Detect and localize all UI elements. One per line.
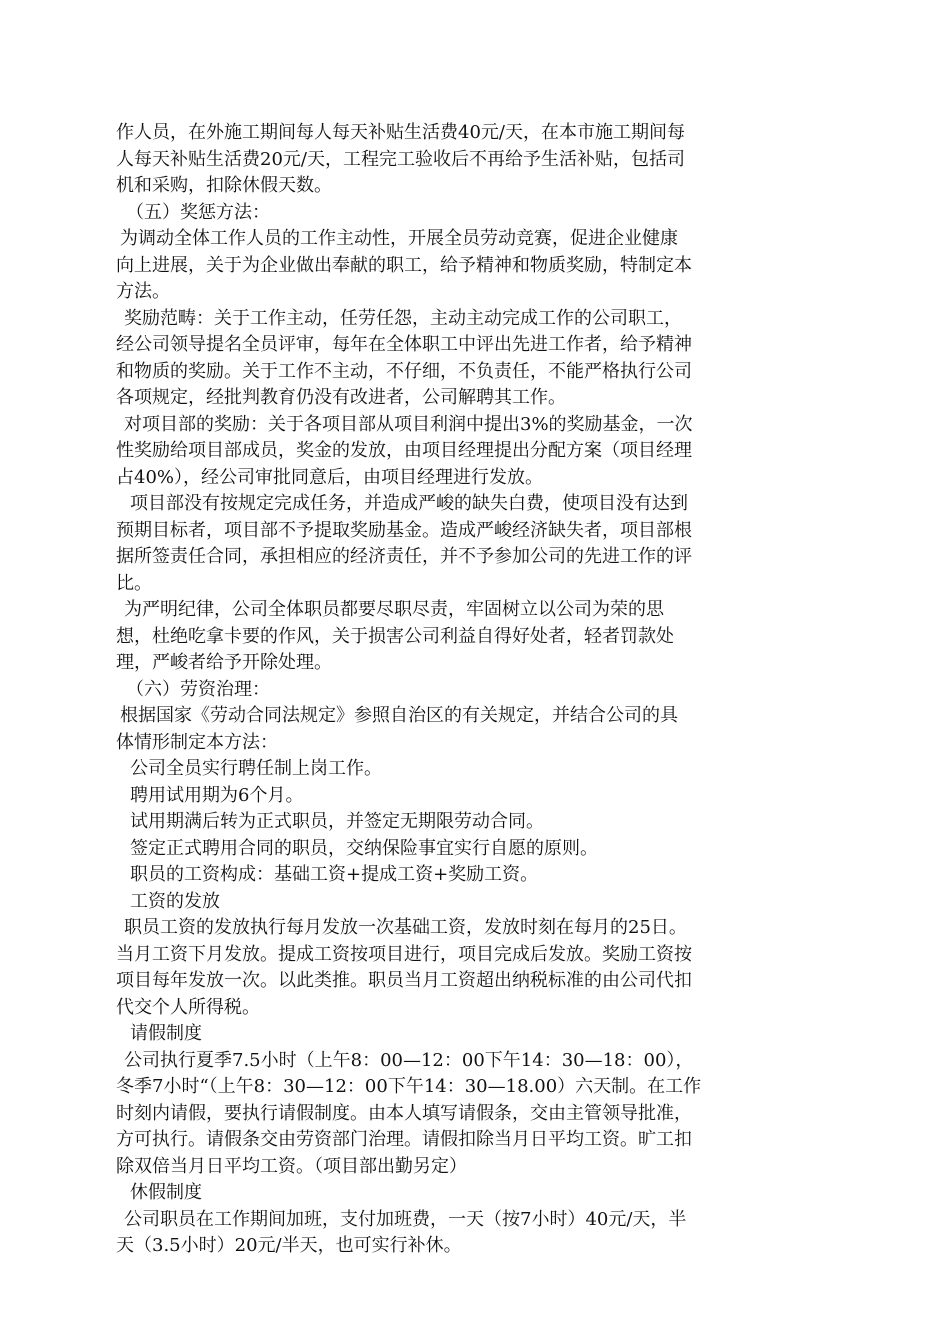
text-line: 奖励范畴：关于工作主动，任劳任怨，主动主动完成工作的公司职工， [124,307,682,329]
text-line: 项目每年发放一次。以此类推。职员当月工资超出纳税标准的由公司代扣 [116,970,692,991]
subsection-heading: 请假制度 [130,1023,202,1044]
text-line: 理，严峻者给予开除处理。 [116,652,332,673]
section-heading: （六）劳资治理： [126,678,270,700]
list-item: 签定正式聘用合同的职员，交纳保险事宜实行自愿的原则。 [130,837,598,859]
text-line: 各项规定，经批判教育仍没有改进者，公司解聘其工作。 [116,387,566,408]
list-item: 职员的工资构成：基础工资+提成工资+奖励工资。 [130,864,539,885]
text-line: 为严明纪律，公司全体职员都要尽职尽责，牢固树立以公司为荣的思 [124,599,664,620]
document-body [116,120,836,1260]
text-line: 当月工资下月发放。提成工资按项目进行，项目完成后发放。奖励工资按 [116,943,692,965]
text-line: 职员工资的发放执行每月发放一次基础工资，发放时刻在每月的25日。 [124,917,687,938]
text-line: 想，杜绝吃拿卡要的作风，关于损害公司利益自得好处者，轻者罚款处 [116,625,674,647]
text-line: 方可执行。请假条交由劳资部门治理。请假扣除当月日平均工资。旷工扣 [116,1129,692,1150]
text-line: 为调动全体工作人员的工作主动性，开展全员劳动竞赛，促进企业健康 [120,228,678,249]
text-line: 作人员，在外施工期间每人每天补贴生活费40元/天，在本市施工期间每 [116,122,685,143]
subsection-heading: 工资的发放 [130,890,220,912]
text-line: 公司执行夏季7.5小时（上午8：00—12：00下午14：30—18：00）， [124,1049,694,1071]
text-line: 天（3.5小时）20元/半天，也可实行补休。 [116,1235,462,1256]
text-line: 经公司领导提名全员评审，每年在全体职工中评出先进工作者，给予精神 [116,334,692,355]
text-line: 人每天补贴生活费20元/天，工程完工验收后不再给予生活补贴，包括司 [116,148,685,170]
text-line: 公司职员在工作期间加班，支付加班费，一天（按7小时）40元/天，半 [124,1208,687,1230]
text-line: 比。 [116,572,152,594]
subsection-heading: 休假制度 [130,1182,202,1203]
list-item: 公司全员实行聘任制上岗工作。 [130,758,382,779]
text-line: 和物质的奖励。关于工作不主动，不仔细，不负责任，不能严格执行公司 [116,360,692,382]
list-item: 聘用试用期为6个月。 [130,784,304,806]
text-line: 性奖励给项目部成员，奖金的发放，由项目经理提出分配方案（项目经理 [116,440,692,461]
section-heading: （五）奖惩方法： [126,201,270,223]
text-line: 代交个人所得税。 [116,996,260,1018]
text-line: 机和采购，扣除休假天数。 [116,175,332,196]
text-line: 预期目标者，项目部不予提取奖励基金。造成严峻经济缺失者，项目部根 [116,519,692,541]
text-line: 项目部没有按规定完成任务，并造成严峻的缺失白费，使项目没有达到 [130,493,688,514]
text-line: 方法。 [116,281,170,302]
text-line: 冬季7小时“（上午8：30—12：00下午14：30—18.00）六天制。在工作 [116,1076,702,1097]
text-line: 据所签责任合同，承担相应的经济责任，并不予参加公司的先进工作的评 [116,546,692,567]
text-line: 根据国家《劳动合同法规定》参照自治区的有关规定，并结合公司的具 [120,705,678,726]
text-line: 时刻内请假，要执行请假制度。由本人填写请假条，交由主管领导批准， [116,1102,692,1124]
text-line: 除双倍当月日平均工资。（项目部出勤另定） [116,1155,467,1177]
list-item: 试用期满后转为正式职员，并签定无期限劳动合同。 [130,811,544,832]
text-line: 体情形制定本方法： [116,731,278,753]
text-line: 占40%），经公司审批同意后，由项目经理进行发放。 [116,466,544,488]
text-line: 对项目部的奖励：关于各项目部从项目利润中提出3%的奖励基金，一次 [124,413,693,435]
text-line: 向上进展，关于为企业做出奉献的职工，给予精神和物质奖励，特制定本 [116,254,692,276]
